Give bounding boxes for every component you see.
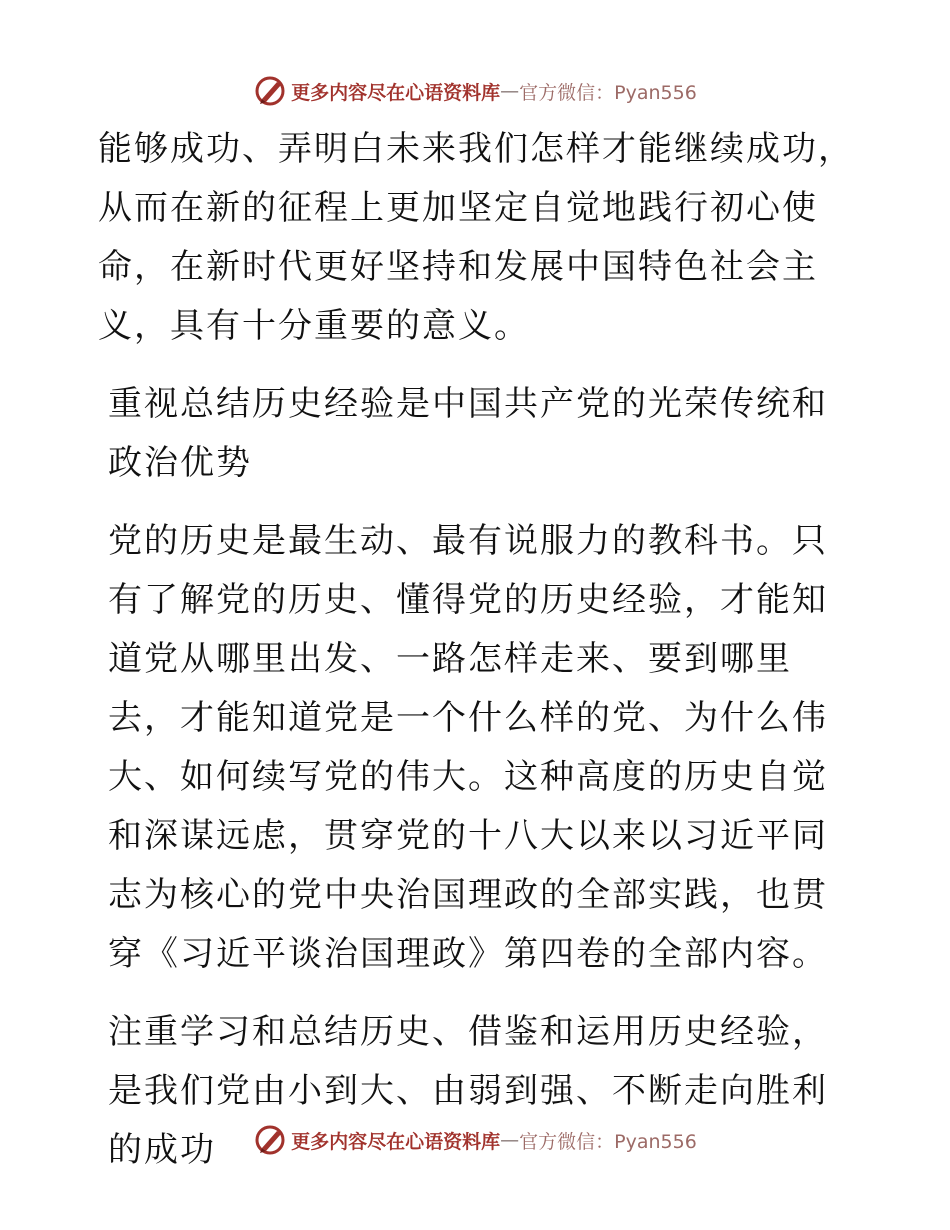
paragraph-history-experience: 注重学习和总结历史、借鉴和运用历史经验，是我们党由小到大、由弱到强、不断走向胜利的成功 xyxy=(108,1012,828,1170)
pen-in-circle-logo-icon xyxy=(253,1123,287,1157)
paragraph-party-history: 党的历史是最生动、最有说服力的教科书。只有了解党的历史、懂得党的历史经验，才能知道党从哪里出发、一路怎样走来、要到哪里去，才能知道党是一个什么样的党、为什么伟大、如何续写党的伟大。这种高度的历史自觉和深谋远虑，贯穿党的十八大以来以习近平同志为核心的党中央治国理政的全部实践，也贯穿《习近平谈治国理政》第四卷的全部内容。 xyxy=(108,521,828,974)
banner-separator: — xyxy=(500,1129,520,1151)
banner-separator: — xyxy=(500,80,520,102)
banner-brand-text: 更多内容尽在心语资料库 xyxy=(291,81,501,104)
document-body xyxy=(98,120,858,1180)
banner-wechat-account: 官方微信：Pyan556 xyxy=(519,1130,697,1153)
paragraph-continuation: 能够成功、弄明白未来我们怎样才能继续成功，从而在新的征程上更加坚定自觉地践行初心使命，在新时代更好坚持和发展中国特色社会主义，具有十分重要的意义。 xyxy=(98,129,854,346)
banner-brand-text: 更多内容尽在心语资料库 xyxy=(291,1130,501,1153)
banner-wechat-account: 官方微信：Pyan556 xyxy=(519,81,697,104)
footer-banner xyxy=(0,1120,950,1160)
section-heading: 重视总结历史经验是中国共产党的光荣传统和政治优势 xyxy=(108,384,828,483)
header-banner xyxy=(0,71,950,111)
pen-in-circle-logo-icon xyxy=(253,74,287,108)
